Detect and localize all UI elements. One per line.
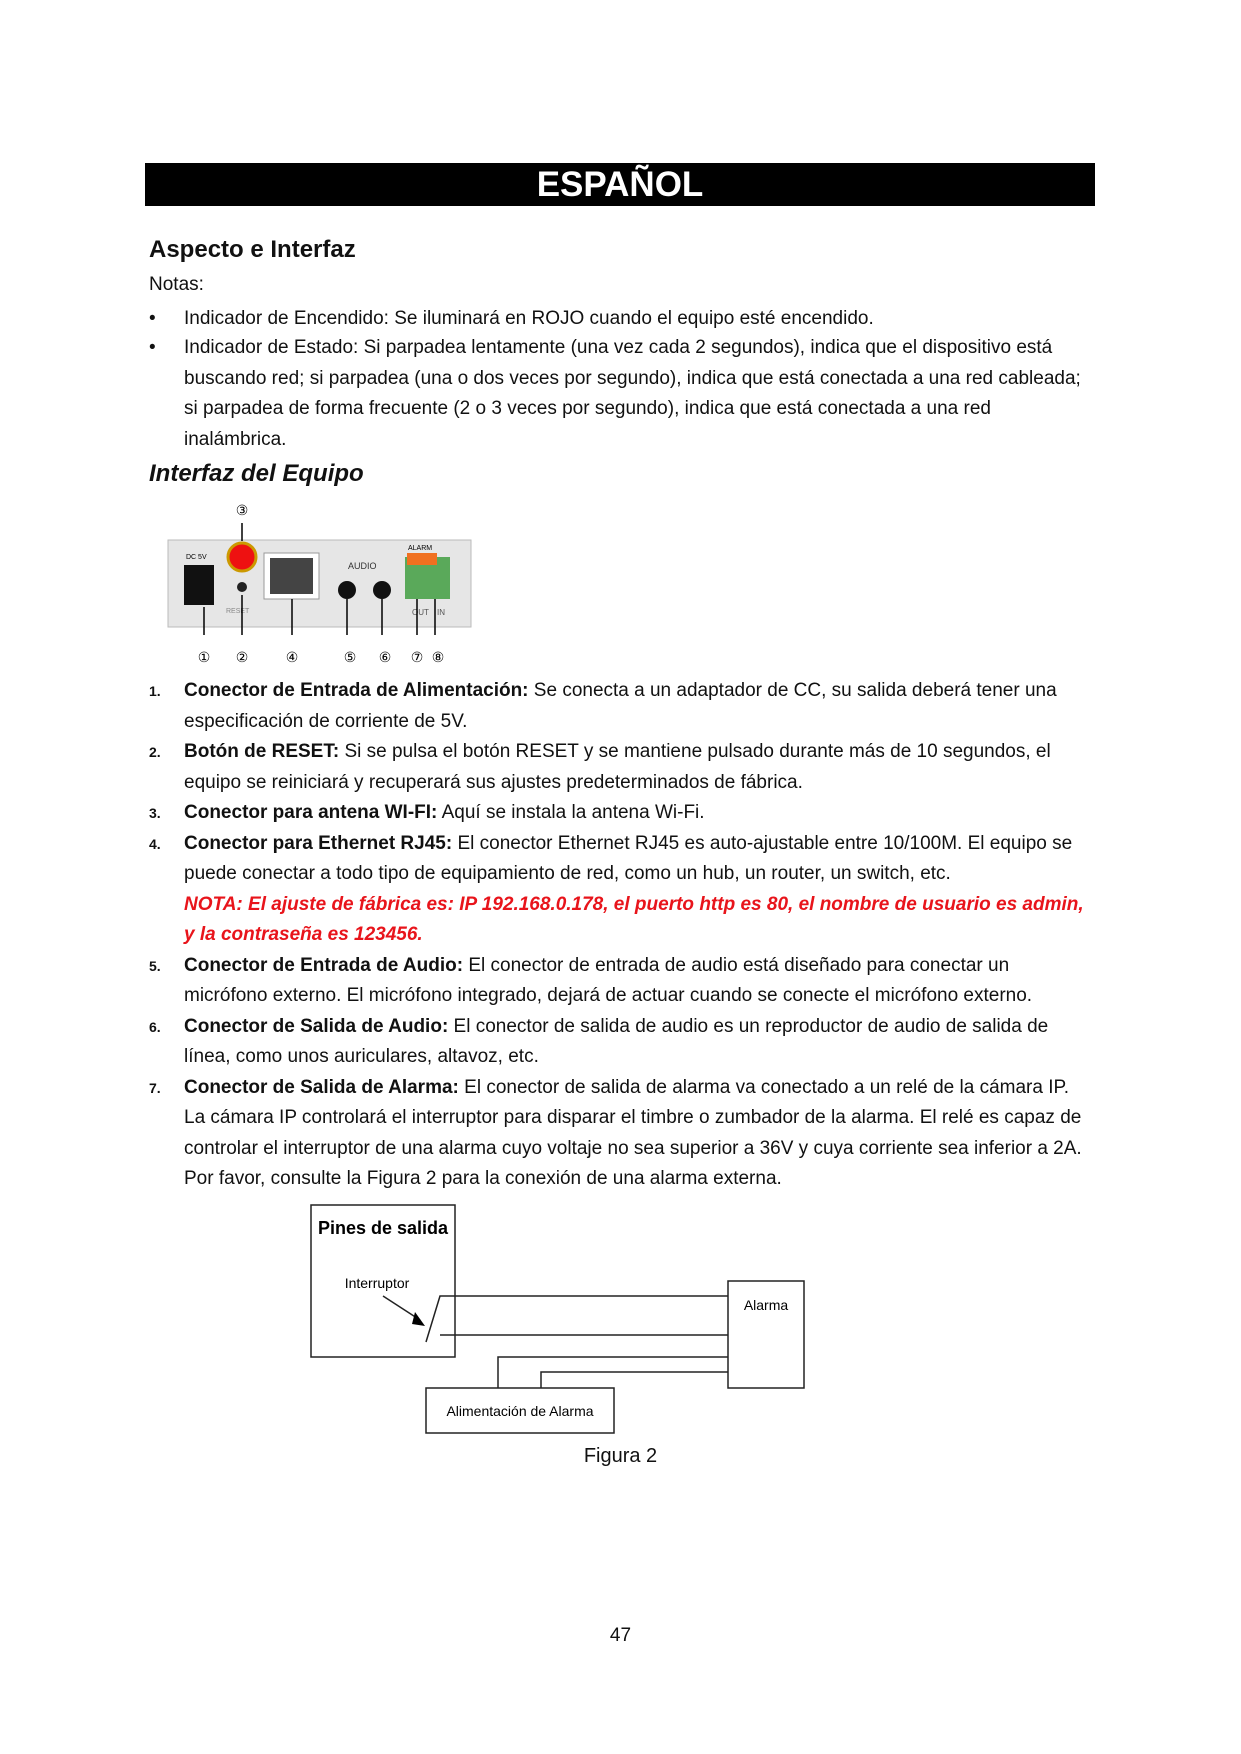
subsection-title: Interfaz del Equipo (149, 460, 364, 487)
figure-caption: Figura 2 (583, 1445, 658, 1467)
svg-text:RESET: RESET (226, 608, 250, 615)
svg-text:AUDIO: AUDIO (348, 561, 377, 571)
factory-settings-note: NOTA: El ajuste de fábrica es: IP 192.168.0.178, el puerto http es 80, el nombre de usuario es admin, y la contraseña es 123456. (184, 893, 1084, 945)
reset-button (237, 582, 247, 592)
list-item: 4. Conector para Ethernet RJ45: El conector Ethernet RJ45 es auto-ajustable entre 10/100M. El equipo se puede conectar a todo tipo de equipamiento de red, como un hub, un router, un switch, etc. (149, 832, 1073, 884)
list-item: 3. Conector para antena WI-FI: Aquí se instala la antena Wi-Fi. (149, 802, 705, 823)
svg-text:④: ④ (285, 649, 299, 665)
language-banner: ESPAÑOL (145, 163, 1095, 206)
interface-list (149, 676, 1095, 1195)
svg-text:Interruptor: Interruptor (344, 1275, 410, 1291)
svg-text:IN: IN (437, 608, 445, 617)
svg-text:⑤: ⑤ (343, 649, 357, 665)
svg-text:②: ② (235, 649, 249, 665)
svg-text:OUT: OUT (412, 608, 429, 617)
list-item: 5. Conector de Entrada de Audio: El conector de entrada de audio está diseñado para conectar un micrófono externo. El micrófono integrado, dejará de actuar cuando se conecte el micrófono externo. (149, 954, 1033, 1006)
list-item: 1. Conector de Entrada de Alimentación: Se conecta a un adaptador de CC, su salida deberá tener una especificación de corriente de 5V. (149, 680, 1057, 732)
antenna-connector (228, 543, 256, 571)
list-item: 7. Conector de Salida de Alarma: El conector de salida de alarma va conectado a un relé de la cámara IP. La cámara IP controlará el interruptor para disparar el timbre o zumbador de la alarma. El relé es capaz de controlar el interruptor de una alarma cuyo voltaje no sea superior a 36V y cuya corriente sea inferior a 2A. Por favor, consulte la Figura 2 para la conexión de una alarma externa. (149, 1076, 1082, 1189)
device-interface-photo (160, 495, 490, 675)
bullet-item: • Indicador de Encendido: Se iluminará en ROJO cuando el equipo esté encendido. (149, 308, 874, 329)
svg-text:⑧: ⑧ (431, 649, 445, 665)
arrow-icon (412, 1312, 425, 1326)
dc-power-jack (184, 565, 214, 605)
svg-text:③: ③ (235, 502, 249, 518)
page-number: 47 (609, 1625, 632, 1646)
audio-out-jack (373, 581, 391, 599)
svg-text:Alimentación de Alarma: Alimentación de Alarma (446, 1403, 594, 1419)
section-title: Aspecto e Interfaz (149, 236, 356, 263)
svg-text:DC 5V: DC 5V (186, 554, 207, 561)
rj45-port (270, 558, 313, 594)
alarm-wiring-diagram (300, 1190, 940, 1450)
list-item: 2. Botón de RESET: Si se pulsa el botón RESET y se mantiene pulsado durante más de 10 segundos, el equipo se reiniciará y recuperará sus ajustes predeterminados de fábrica. (149, 741, 1051, 793)
svg-text:①: ① (197, 649, 211, 665)
svg-text:⑥: ⑥ (378, 649, 392, 665)
list-item: 6. Conector de Salida de Audio: El conector de salida de audio es un reproductor de audio de salida de línea, como unos auriculares, altavoz, etc. (149, 1015, 1049, 1067)
svg-text:Alarma: Alarma (743, 1297, 789, 1313)
svg-text:Pines de salida: Pines de salida (317, 1218, 449, 1238)
notes-label: Notas: (149, 274, 204, 295)
svg-text:ALARM: ALARM (408, 545, 433, 552)
audio-in-jack (338, 581, 356, 599)
bullet-item: • Indicador de Estado: Si parpadea lentamente (una vez cada 2 segundos), indica que el dispositivo está buscando red; si parpadea (una o dos veces por segundo), indica que está conectada a una red cableada; si parpadea de forma frecuente (2 o 3 veces por segundo), indica que está conectada a una red inalámbrica. (149, 337, 1081, 450)
svg-text:⑦: ⑦ (410, 649, 424, 665)
